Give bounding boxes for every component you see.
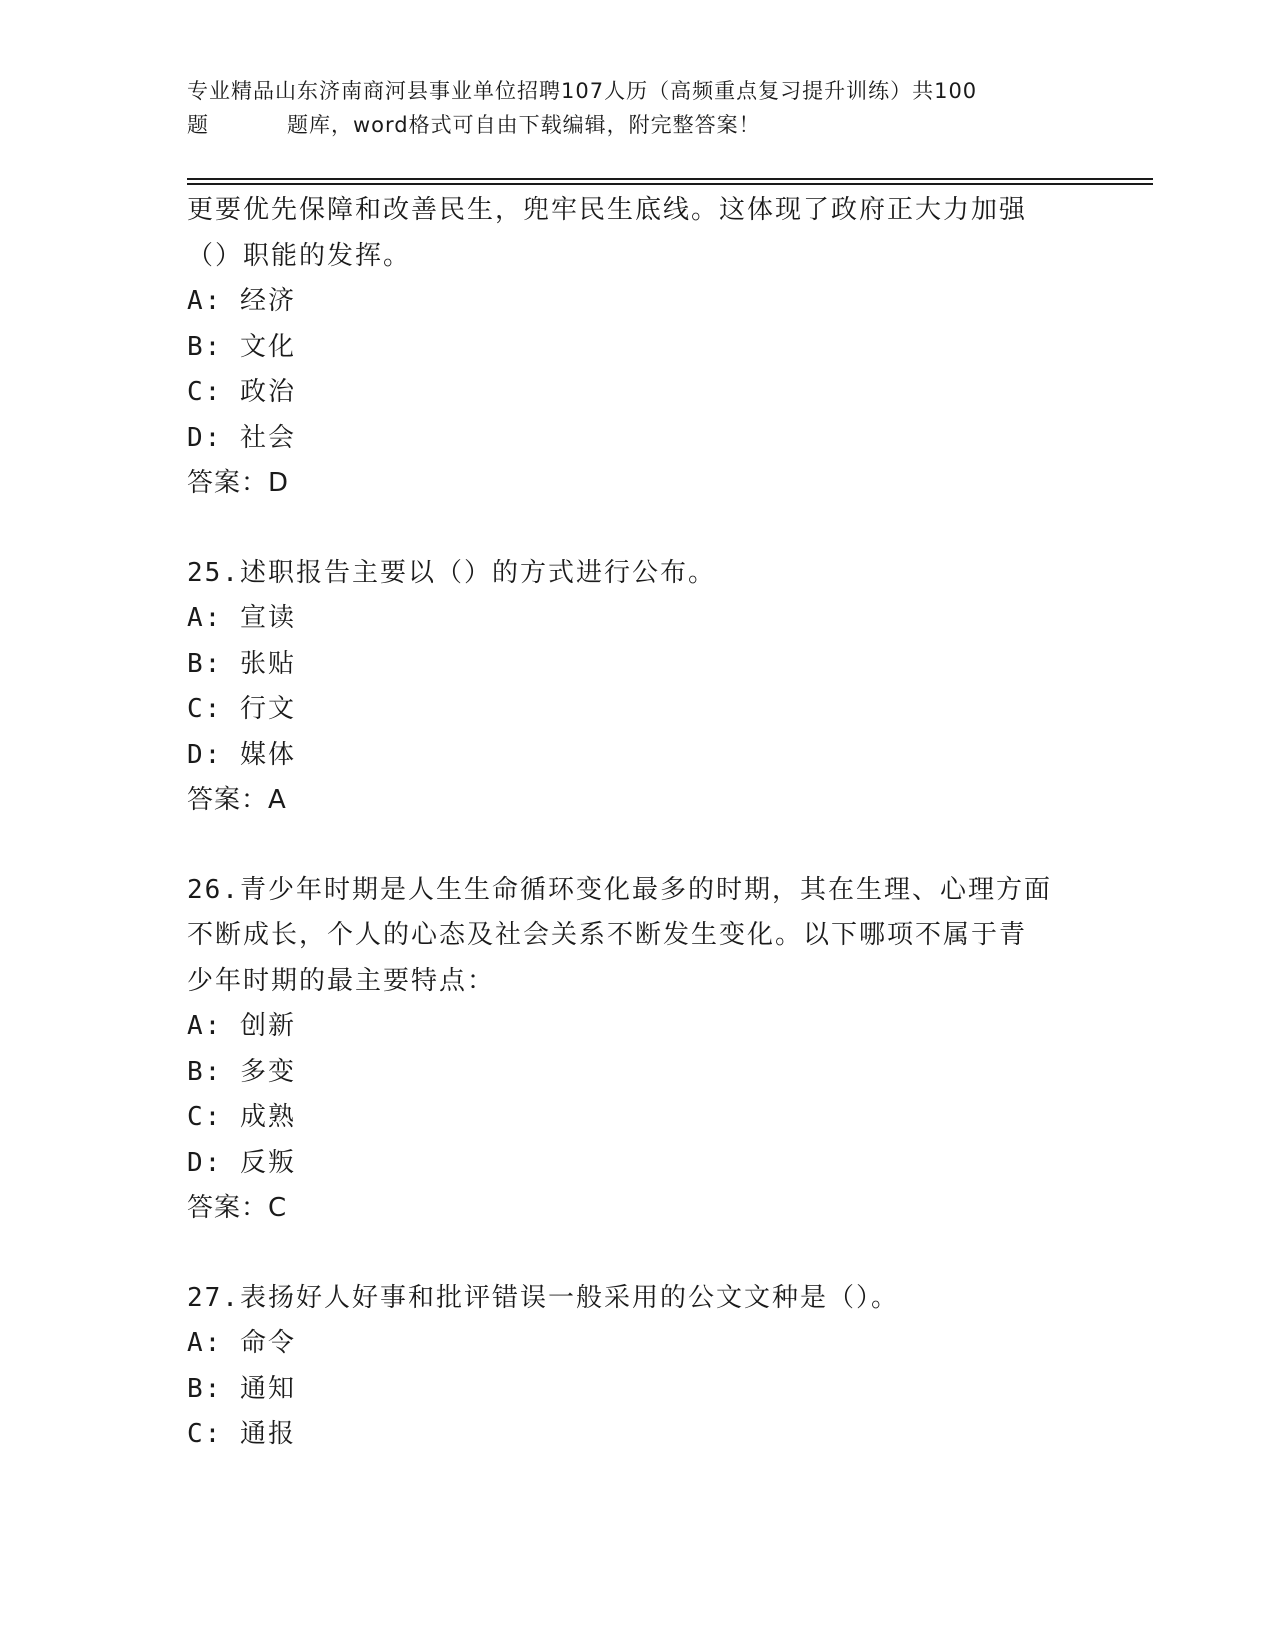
option-a: A: 命令 — [187, 1328, 296, 1358]
page-header — [187, 74, 1087, 142]
header-rule-bottom — [187, 183, 1153, 185]
option-d: D: 媒体 — [187, 739, 296, 770]
option-a: A: 创新 — [187, 1011, 296, 1041]
option-c: C: 通报 — [187, 1419, 296, 1449]
option-b: B: 通知 — [187, 1373, 296, 1404]
question-24 — [187, 188, 1087, 507]
question-spacer — [187, 1232, 1087, 1276]
question-text: （）职能的发挥。 — [187, 240, 412, 271]
question-text: 少年时期的最主要特点： — [187, 965, 496, 996]
option-b: B: 张贴 — [187, 648, 296, 679]
question-26 — [187, 868, 1087, 1232]
question-text: 26.青少年时期是人生生命循环变化最多的时期，其在生理、心理方面 — [187, 874, 1052, 905]
option-d: D: 社会 — [187, 422, 296, 453]
header-title-lead: 题 — [187, 113, 209, 137]
header-title-line2 — [187, 108, 1087, 142]
option-b: B: 文化 — [187, 331, 296, 362]
question-27 — [187, 1276, 1087, 1458]
question-25 — [187, 551, 1087, 824]
option-d: D: 反叛 — [187, 1147, 296, 1178]
option-c: C: 成熟 — [187, 1102, 296, 1132]
option-a: A: 经济 — [187, 286, 296, 316]
header-rule-top — [187, 178, 1153, 180]
answer: 答案：D — [187, 468, 290, 498]
answer: 答案：C — [187, 1193, 288, 1223]
question-text: 更要优先保障和改善民生，兜牢民生底线。这体现了政府正大力加强 — [187, 195, 1028, 225]
header-title-line1: 专业精品山东济南商河县事业单位招聘107人历（高频重点复习提升训练）共100 — [187, 79, 978, 103]
question-text: 不断成长，个人的心态及社会关系不断发生变化。以下哪项不属于青 — [187, 920, 1028, 950]
question-text: 27.表扬好人好事和批评错误一般采用的公文文种是（）。 — [187, 1282, 899, 1313]
option-b: B: 多变 — [187, 1056, 296, 1087]
question-spacer — [187, 507, 1087, 551]
question-spacer — [187, 824, 1087, 868]
option-c: C: 行文 — [187, 694, 296, 724]
answer: 答案：A — [187, 785, 287, 815]
question-text: 25.述职报告主要以（）的方式进行公布。 — [187, 557, 716, 588]
question-list — [187, 188, 1087, 1458]
option-c: C: 政治 — [187, 377, 296, 407]
option-a: A: 宣读 — [187, 603, 296, 633]
header-title-rest: 题库，word格式可自由下载编辑，附完整答案！ — [287, 113, 761, 137]
